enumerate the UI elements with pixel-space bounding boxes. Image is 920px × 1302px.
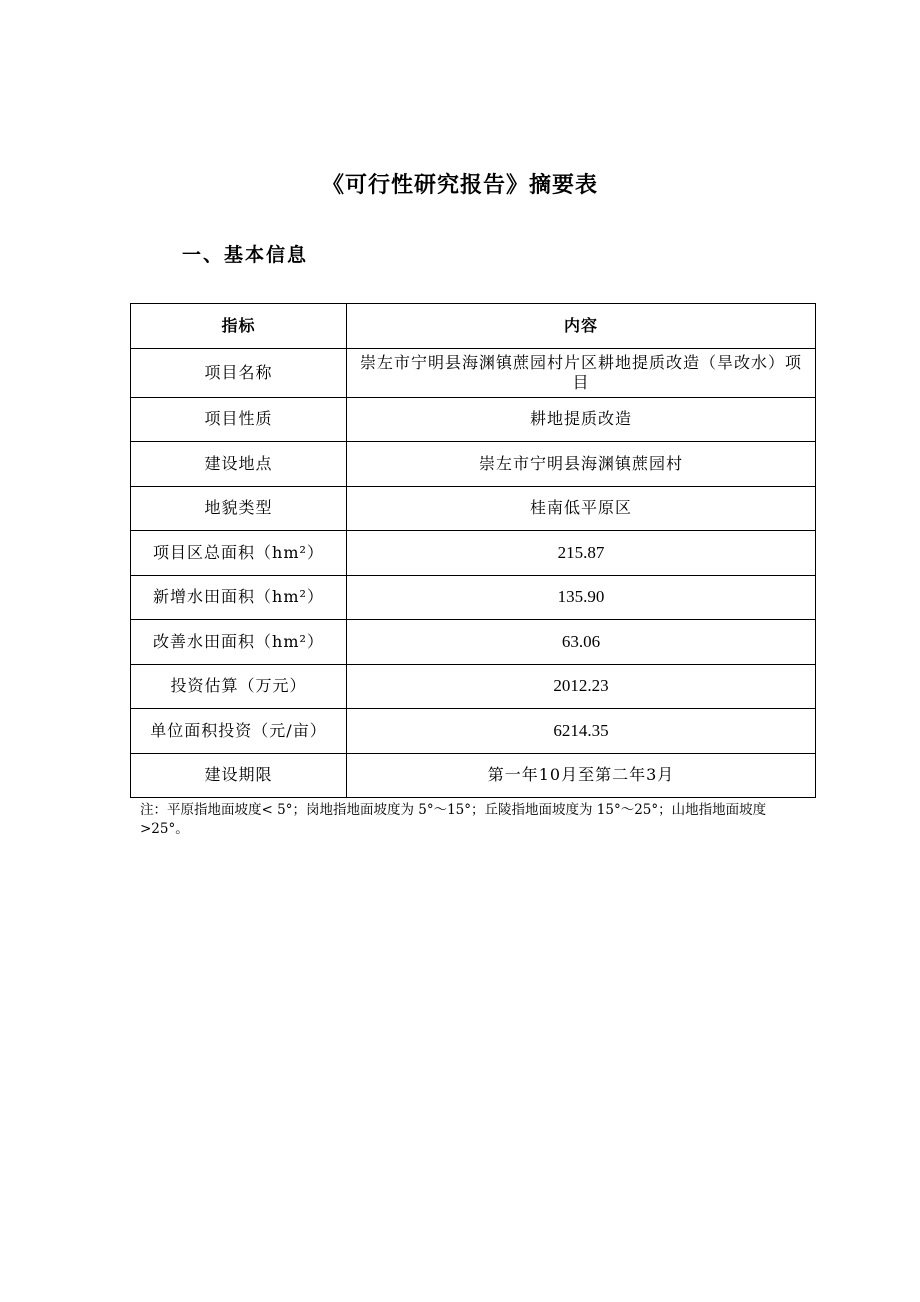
- row-label: 项目名称: [131, 348, 347, 397]
- row-value: 桂南低平原区: [347, 486, 816, 531]
- header-content: 内容: [347, 304, 816, 349]
- table-row: [131, 486, 816, 531]
- row-label: 建设地点: [131, 442, 347, 487]
- row-label: 改善水田面积（hm²）: [131, 620, 347, 665]
- row-label: 建设期限: [131, 753, 347, 798]
- table-row: [131, 348, 816, 397]
- document-title: 《可行性研究报告》摘要表: [321, 172, 598, 198]
- row-value: 第一年10月至第二年3月: [347, 753, 816, 798]
- row-value: 2012.23: [347, 664, 816, 709]
- row-value: 135.90: [347, 575, 816, 620]
- table-row: [131, 709, 816, 754]
- row-value: 215.87: [347, 531, 816, 576]
- table-row: [131, 442, 816, 487]
- table-row: [131, 620, 816, 665]
- row-label: 项目性质: [131, 397, 347, 442]
- section-heading: 一、基本信息: [182, 244, 309, 266]
- header-indicator: 指标: [131, 304, 347, 349]
- table-row: [131, 664, 816, 709]
- row-label: 项目区总面积（hm²）: [131, 531, 347, 576]
- row-label: 投资估算（万元）: [131, 664, 347, 709]
- row-value: 崇左市宁明县海渊镇蔗园村: [347, 442, 816, 487]
- table-footnote: 注：平原指地面坡度< 5°；岗地指地面坡度为 5°～15°；丘陵指地面坡度为 15°～25°；山地指地面坡度>25°。: [140, 802, 767, 837]
- table-row: [131, 753, 816, 798]
- summary-table: [130, 303, 816, 798]
- table-row: [131, 575, 816, 620]
- row-label: 新增水田面积（hm²）: [131, 575, 347, 620]
- row-value: 63.06: [347, 620, 816, 665]
- row-label: 单位面积投资（元/亩）: [131, 709, 347, 754]
- table-row: [131, 397, 816, 442]
- row-value: 6214.35: [347, 709, 816, 754]
- row-value: 耕地提质改造: [347, 397, 816, 442]
- table-header-row: [131, 304, 816, 349]
- row-value: 崇左市宁明县海渊镇蔗园村片区耕地提质改造（旱改水）项目: [347, 348, 816, 397]
- row-label: 地貌类型: [131, 486, 347, 531]
- table-row: [131, 531, 816, 576]
